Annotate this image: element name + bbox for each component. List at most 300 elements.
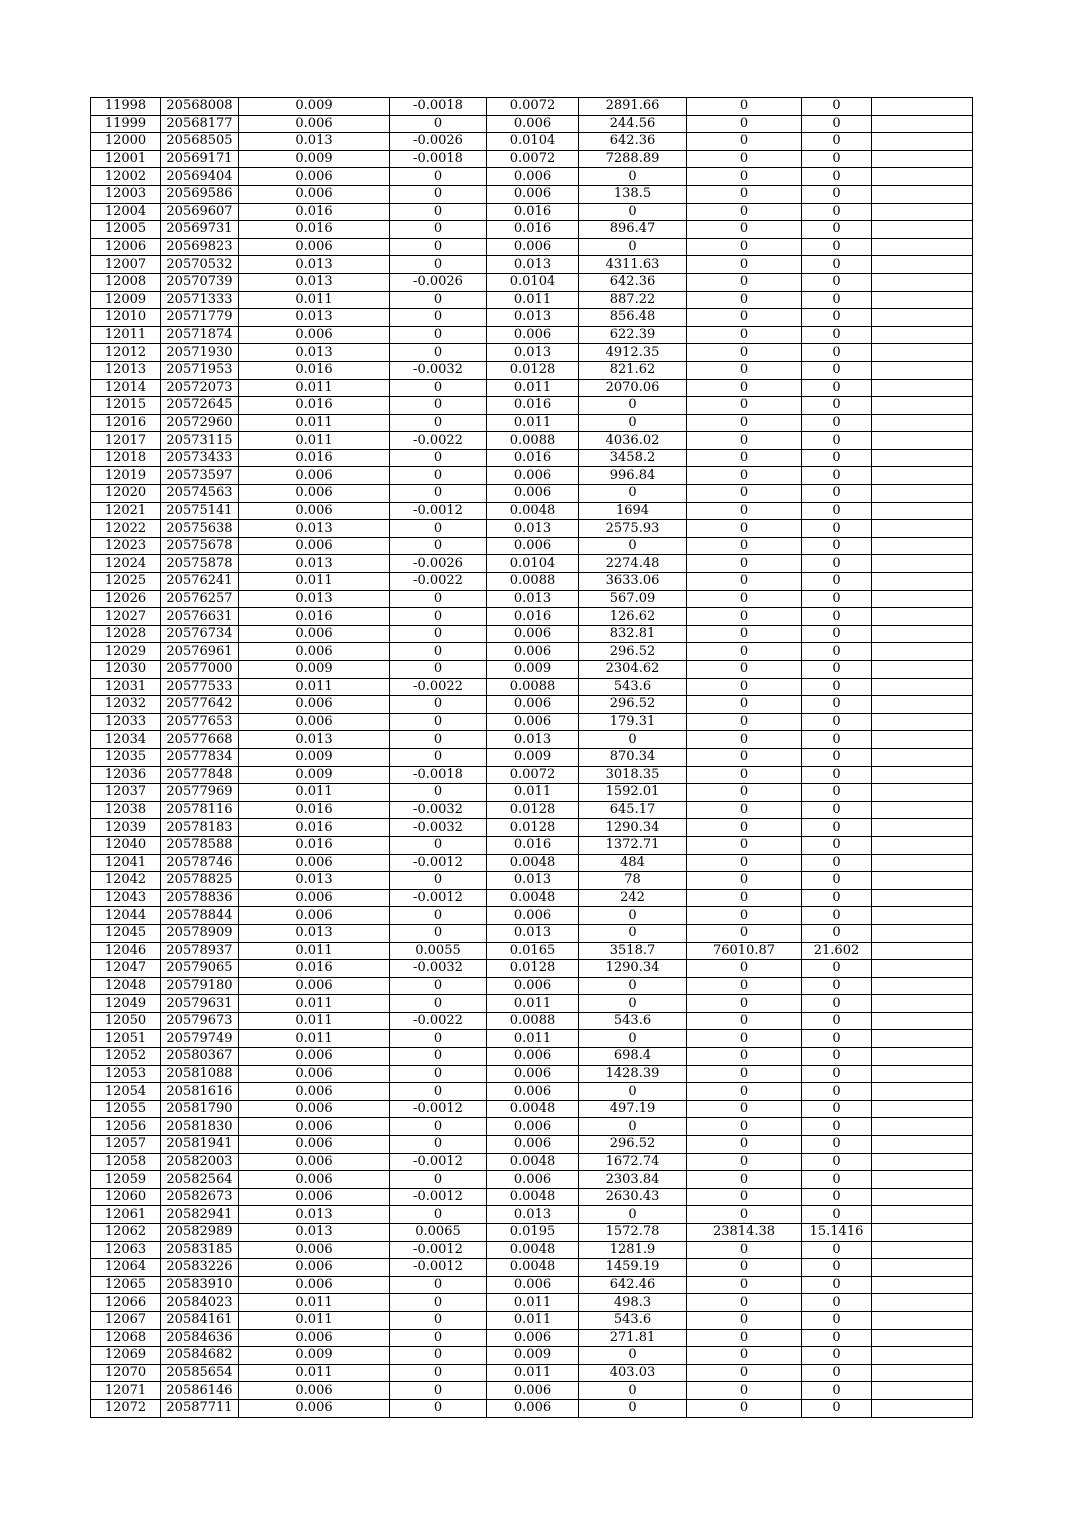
adjustment-cell: -0.0026 bbox=[390, 273, 487, 291]
rate-cell: 0.013 bbox=[239, 273, 390, 291]
amount-cell: 138.5 bbox=[579, 185, 687, 203]
value-cell: 0 bbox=[687, 1118, 802, 1136]
adjustment-cell: 0 bbox=[390, 1136, 487, 1154]
row-number-cell: 12071 bbox=[91, 1382, 161, 1400]
row-number-cell: 12060 bbox=[91, 1188, 161, 1206]
value-cell: 0 bbox=[687, 1399, 802, 1417]
result-cell: 0 bbox=[802, 713, 872, 731]
table-row bbox=[91, 1311, 973, 1329]
value-cell: 0 bbox=[687, 678, 802, 696]
rate-cell: 0.011 bbox=[239, 414, 390, 432]
result-cell: 0 bbox=[802, 361, 872, 379]
table-row bbox=[91, 273, 973, 291]
net-rate-cell: 0.0128 bbox=[487, 960, 579, 978]
rate-cell: 0.013 bbox=[239, 309, 390, 327]
adjustment-cell: 0 bbox=[390, 449, 487, 467]
id-cell: 20578937 bbox=[161, 942, 239, 960]
table-row bbox=[91, 1118, 973, 1136]
result-cell: 0 bbox=[802, 1030, 872, 1048]
net-rate-cell: 0.0088 bbox=[487, 678, 579, 696]
net-rate-cell: 0.0088 bbox=[487, 1012, 579, 1030]
empty-cell bbox=[872, 731, 973, 749]
amount-cell: 3458.2 bbox=[579, 449, 687, 467]
id-cell: 20581830 bbox=[161, 1118, 239, 1136]
amount-cell: 870.34 bbox=[579, 748, 687, 766]
row-number-cell: 12064 bbox=[91, 1259, 161, 1277]
amount-cell: 1572.78 bbox=[579, 1224, 687, 1242]
adjustment-cell: 0 bbox=[390, 590, 487, 608]
rate-cell: 0.011 bbox=[239, 1364, 390, 1382]
result-cell: 0 bbox=[802, 1136, 872, 1154]
id-cell: 20584682 bbox=[161, 1347, 239, 1365]
id-cell: 20576734 bbox=[161, 625, 239, 643]
id-cell: 20573597 bbox=[161, 467, 239, 485]
empty-cell bbox=[872, 467, 973, 485]
empty-cell bbox=[872, 1241, 973, 1259]
table-row bbox=[91, 397, 973, 415]
net-rate-cell: 0.0195 bbox=[487, 1224, 579, 1242]
net-rate-cell: 0.0088 bbox=[487, 573, 579, 591]
table-row bbox=[91, 960, 973, 978]
empty-cell bbox=[872, 344, 973, 362]
empty-cell bbox=[872, 590, 973, 608]
result-cell: 0 bbox=[802, 344, 872, 362]
table-row bbox=[91, 1241, 973, 1259]
id-cell: 20569404 bbox=[161, 168, 239, 186]
value-cell: 0 bbox=[687, 115, 802, 133]
value-cell: 76010.87 bbox=[687, 942, 802, 960]
id-cell: 20572073 bbox=[161, 379, 239, 397]
id-cell: 20585654 bbox=[161, 1364, 239, 1382]
table-row bbox=[91, 537, 973, 555]
adjustment-cell: 0 bbox=[390, 1294, 487, 1312]
result-cell: 0 bbox=[802, 485, 872, 503]
net-rate-cell: 0.011 bbox=[487, 1030, 579, 1048]
adjustment-cell: 0 bbox=[390, 185, 487, 203]
row-number-cell: 12061 bbox=[91, 1206, 161, 1224]
net-rate-cell: 0.006 bbox=[487, 485, 579, 503]
rate-cell: 0.006 bbox=[239, 889, 390, 907]
adjustment-cell: 0 bbox=[390, 924, 487, 942]
net-rate-cell: 0.006 bbox=[487, 1171, 579, 1189]
empty-cell bbox=[872, 678, 973, 696]
rate-cell: 0.006 bbox=[239, 696, 390, 714]
result-cell: 0 bbox=[802, 731, 872, 749]
value-cell: 0 bbox=[687, 555, 802, 573]
value-cell: 0 bbox=[687, 273, 802, 291]
value-cell: 0 bbox=[687, 309, 802, 327]
empty-cell bbox=[872, 168, 973, 186]
table-row bbox=[91, 238, 973, 256]
adjustment-cell: -0.0026 bbox=[390, 133, 487, 151]
result-cell: 0 bbox=[802, 1311, 872, 1329]
amount-cell: 497.19 bbox=[579, 1100, 687, 1118]
rate-cell: 0.016 bbox=[239, 608, 390, 626]
value-cell: 0 bbox=[687, 713, 802, 731]
result-cell: 0 bbox=[802, 1188, 872, 1206]
result-cell: 0 bbox=[802, 625, 872, 643]
value-cell: 0 bbox=[687, 696, 802, 714]
empty-cell bbox=[872, 256, 973, 274]
empty-cell bbox=[872, 1276, 973, 1294]
adjustment-cell: 0 bbox=[390, 397, 487, 415]
value-cell: 0 bbox=[687, 1382, 802, 1400]
id-cell: 20575638 bbox=[161, 520, 239, 538]
table-row bbox=[91, 1276, 973, 1294]
table-row bbox=[91, 361, 973, 379]
table-row bbox=[91, 256, 973, 274]
amount-cell: 3018.35 bbox=[579, 766, 687, 784]
adjustment-cell: 0 bbox=[390, 537, 487, 555]
value-cell: 0 bbox=[687, 537, 802, 555]
empty-cell bbox=[872, 520, 973, 538]
value-cell: 0 bbox=[687, 467, 802, 485]
table-row bbox=[91, 221, 973, 239]
net-rate-cell: 0.009 bbox=[487, 748, 579, 766]
empty-cell bbox=[872, 221, 973, 239]
adjustment-cell: 0 bbox=[390, 115, 487, 133]
rate-cell: 0.006 bbox=[239, 326, 390, 344]
result-cell: 0 bbox=[802, 1153, 872, 1171]
rate-cell: 0.006 bbox=[239, 168, 390, 186]
adjustment-cell: -0.0032 bbox=[390, 361, 487, 379]
amount-cell: 4311.63 bbox=[579, 256, 687, 274]
net-rate-cell: 0.006 bbox=[487, 713, 579, 731]
net-rate-cell: 0.006 bbox=[487, 467, 579, 485]
id-cell: 20574563 bbox=[161, 485, 239, 503]
net-rate-cell: 0.013 bbox=[487, 520, 579, 538]
rate-cell: 0.013 bbox=[239, 133, 390, 151]
row-number-cell: 12065 bbox=[91, 1276, 161, 1294]
table-row bbox=[91, 995, 973, 1013]
row-number-cell: 12072 bbox=[91, 1399, 161, 1417]
row-number-cell: 12033 bbox=[91, 713, 161, 731]
adjustment-cell: 0 bbox=[390, 414, 487, 432]
row-number-cell: 12027 bbox=[91, 608, 161, 626]
table-row bbox=[91, 801, 973, 819]
table-row bbox=[91, 1153, 973, 1171]
rate-cell: 0.006 bbox=[239, 1171, 390, 1189]
row-number-cell: 12054 bbox=[91, 1083, 161, 1101]
empty-cell bbox=[872, 801, 973, 819]
value-cell: 0 bbox=[687, 977, 802, 995]
value-cell: 0 bbox=[687, 185, 802, 203]
rate-cell: 0.006 bbox=[239, 537, 390, 555]
adjustment-cell: 0 bbox=[390, 643, 487, 661]
empty-cell bbox=[872, 1347, 973, 1365]
table-row bbox=[91, 661, 973, 679]
empty-cell bbox=[872, 661, 973, 679]
adjustment-cell: 0 bbox=[390, 168, 487, 186]
value-cell: 0 bbox=[687, 432, 802, 450]
adjustment-cell: 0 bbox=[390, 238, 487, 256]
result-cell: 0 bbox=[802, 836, 872, 854]
amount-cell: 622.39 bbox=[579, 326, 687, 344]
rate-cell: 0.016 bbox=[239, 397, 390, 415]
id-cell: 20578183 bbox=[161, 819, 239, 837]
empty-cell bbox=[872, 361, 973, 379]
net-rate-cell: 0.006 bbox=[487, 1382, 579, 1400]
empty-cell bbox=[872, 836, 973, 854]
row-number-cell: 12019 bbox=[91, 467, 161, 485]
row-number-cell: 12028 bbox=[91, 625, 161, 643]
value-cell: 0 bbox=[687, 502, 802, 520]
result-cell: 0 bbox=[802, 1329, 872, 1347]
rate-cell: 0.006 bbox=[239, 854, 390, 872]
table-row bbox=[91, 1294, 973, 1312]
empty-cell bbox=[872, 1083, 973, 1101]
amount-cell: 0 bbox=[579, 537, 687, 555]
adjustment-cell: -0.0018 bbox=[390, 766, 487, 784]
amount-cell: 0 bbox=[579, 1083, 687, 1101]
table-row bbox=[91, 942, 973, 960]
result-cell: 0 bbox=[802, 133, 872, 151]
rate-cell: 0.006 bbox=[239, 643, 390, 661]
value-cell: 0 bbox=[687, 1136, 802, 1154]
id-cell: 20571874 bbox=[161, 326, 239, 344]
result-cell: 0 bbox=[802, 1276, 872, 1294]
rate-cell: 0.016 bbox=[239, 836, 390, 854]
adjustment-cell: 0 bbox=[390, 1206, 487, 1224]
table-row bbox=[91, 608, 973, 626]
adjustment-cell: 0 bbox=[390, 309, 487, 327]
empty-cell bbox=[872, 1153, 973, 1171]
rate-cell: 0.013 bbox=[239, 1206, 390, 1224]
net-rate-cell: 0.006 bbox=[487, 185, 579, 203]
amount-cell: 0 bbox=[579, 414, 687, 432]
value-cell: 0 bbox=[687, 819, 802, 837]
rate-cell: 0.006 bbox=[239, 1259, 390, 1277]
amount-cell: 1672.74 bbox=[579, 1153, 687, 1171]
adjustment-cell: 0 bbox=[390, 1382, 487, 1400]
adjustment-cell: 0 bbox=[390, 1347, 487, 1365]
table-row bbox=[91, 766, 973, 784]
net-rate-cell: 0.016 bbox=[487, 449, 579, 467]
amount-cell: 3518.7 bbox=[579, 942, 687, 960]
adjustment-cell: 0 bbox=[390, 1311, 487, 1329]
adjustment-cell: -0.0012 bbox=[390, 1153, 487, 1171]
value-cell: 0 bbox=[687, 203, 802, 221]
table-row bbox=[91, 1206, 973, 1224]
empty-cell bbox=[872, 854, 973, 872]
rate-cell: 0.011 bbox=[239, 573, 390, 591]
net-rate-cell: 0.0048 bbox=[487, 889, 579, 907]
net-rate-cell: 0.013 bbox=[487, 731, 579, 749]
result-cell: 0 bbox=[802, 1012, 872, 1030]
id-cell: 20573115 bbox=[161, 432, 239, 450]
result-cell: 0 bbox=[802, 1048, 872, 1066]
rate-cell: 0.009 bbox=[239, 661, 390, 679]
value-cell: 0 bbox=[687, 924, 802, 942]
adjustment-cell: -0.0026 bbox=[390, 555, 487, 573]
empty-cell bbox=[872, 150, 973, 168]
empty-cell bbox=[872, 1399, 973, 1417]
result-cell: 0 bbox=[802, 1294, 872, 1312]
amount-cell: 126.62 bbox=[579, 608, 687, 626]
adjustment-cell: -0.0022 bbox=[390, 1012, 487, 1030]
net-rate-cell: 0.0048 bbox=[487, 1188, 579, 1206]
result-cell: 0 bbox=[802, 801, 872, 819]
amount-cell: 4912.35 bbox=[579, 344, 687, 362]
table-row bbox=[91, 432, 973, 450]
row-number-cell: 12035 bbox=[91, 748, 161, 766]
row-number-cell: 12062 bbox=[91, 1224, 161, 1242]
result-cell: 0 bbox=[802, 520, 872, 538]
amount-cell: 0 bbox=[579, 1118, 687, 1136]
id-cell: 20580367 bbox=[161, 1048, 239, 1066]
adjustment-cell: 0 bbox=[390, 326, 487, 344]
rate-cell: 0.016 bbox=[239, 819, 390, 837]
amount-cell: 242 bbox=[579, 889, 687, 907]
row-number-cell: 12005 bbox=[91, 221, 161, 239]
value-cell: 0 bbox=[687, 1347, 802, 1365]
value-cell: 0 bbox=[687, 801, 802, 819]
result-cell: 0 bbox=[802, 995, 872, 1013]
net-rate-cell: 0.016 bbox=[487, 203, 579, 221]
row-number-cell: 12052 bbox=[91, 1048, 161, 1066]
row-number-cell: 12038 bbox=[91, 801, 161, 819]
rate-cell: 0.009 bbox=[239, 748, 390, 766]
amount-cell: 996.84 bbox=[579, 467, 687, 485]
net-rate-cell: 0.006 bbox=[487, 1329, 579, 1347]
id-cell: 20577533 bbox=[161, 678, 239, 696]
result-cell: 0 bbox=[802, 1241, 872, 1259]
net-rate-cell: 0.006 bbox=[487, 1276, 579, 1294]
id-cell: 20579065 bbox=[161, 960, 239, 978]
id-cell: 20579631 bbox=[161, 995, 239, 1013]
value-cell: 0 bbox=[687, 168, 802, 186]
rate-cell: 0.013 bbox=[239, 924, 390, 942]
table-row bbox=[91, 449, 973, 467]
adjustment-cell: 0 bbox=[390, 1171, 487, 1189]
adjustment-cell: -0.0012 bbox=[390, 889, 487, 907]
adjustment-cell: 0 bbox=[390, 379, 487, 397]
amount-cell: 244.56 bbox=[579, 115, 687, 133]
id-cell: 20581941 bbox=[161, 1136, 239, 1154]
empty-cell bbox=[872, 924, 973, 942]
row-number-cell: 12023 bbox=[91, 537, 161, 555]
value-cell: 0 bbox=[687, 98, 802, 116]
net-rate-cell: 0.006 bbox=[487, 168, 579, 186]
value-cell: 0 bbox=[687, 361, 802, 379]
empty-cell bbox=[872, 872, 973, 890]
table-row bbox=[91, 784, 973, 802]
net-rate-cell: 0.0072 bbox=[487, 150, 579, 168]
empty-cell bbox=[872, 713, 973, 731]
amount-cell: 296.52 bbox=[579, 1136, 687, 1154]
adjustment-cell: 0 bbox=[390, 291, 487, 309]
result-cell: 0 bbox=[802, 1347, 872, 1365]
id-cell: 20577848 bbox=[161, 766, 239, 784]
result-cell: 0 bbox=[802, 590, 872, 608]
amount-cell: 1290.34 bbox=[579, 819, 687, 837]
empty-cell bbox=[872, 309, 973, 327]
empty-cell bbox=[872, 942, 973, 960]
empty-cell bbox=[872, 608, 973, 626]
value-cell: 0 bbox=[687, 1100, 802, 1118]
net-rate-cell: 0.006 bbox=[487, 326, 579, 344]
table-row bbox=[91, 1083, 973, 1101]
amount-cell: 821.62 bbox=[579, 361, 687, 379]
rate-cell: 0.013 bbox=[239, 1224, 390, 1242]
amount-cell: 856.48 bbox=[579, 309, 687, 327]
table-row bbox=[91, 1259, 973, 1277]
value-cell: 0 bbox=[687, 397, 802, 415]
row-number-cell: 12043 bbox=[91, 889, 161, 907]
table-row bbox=[91, 1364, 973, 1382]
id-cell: 20583226 bbox=[161, 1259, 239, 1277]
row-number-cell: 12009 bbox=[91, 291, 161, 309]
table-row bbox=[91, 467, 973, 485]
table-row bbox=[91, 977, 973, 995]
adjustment-cell: 0.0055 bbox=[390, 942, 487, 960]
row-number-cell: 12010 bbox=[91, 309, 161, 327]
net-rate-cell: 0.0048 bbox=[487, 1241, 579, 1259]
amount-cell: 896.47 bbox=[579, 221, 687, 239]
net-rate-cell: 0.006 bbox=[487, 1083, 579, 1101]
empty-cell bbox=[872, 977, 973, 995]
table-body bbox=[91, 98, 973, 1418]
rate-cell: 0.011 bbox=[239, 1294, 390, 1312]
adjustment-cell: -0.0012 bbox=[390, 1259, 487, 1277]
result-cell: 0 bbox=[802, 960, 872, 978]
id-cell: 20578588 bbox=[161, 836, 239, 854]
amount-cell: 1428.39 bbox=[579, 1065, 687, 1083]
result-cell: 0 bbox=[802, 291, 872, 309]
id-cell: 20571333 bbox=[161, 291, 239, 309]
rate-cell: 0.006 bbox=[239, 1241, 390, 1259]
empty-cell bbox=[872, 1329, 973, 1347]
table-row bbox=[91, 379, 973, 397]
row-number-cell: 12063 bbox=[91, 1241, 161, 1259]
result-cell: 0 bbox=[802, 1206, 872, 1224]
net-rate-cell: 0.006 bbox=[487, 238, 579, 256]
id-cell: 20582003 bbox=[161, 1153, 239, 1171]
result-cell: 0 bbox=[802, 573, 872, 591]
value-cell: 0 bbox=[687, 449, 802, 467]
table-row bbox=[91, 889, 973, 907]
net-rate-cell: 0.006 bbox=[487, 1065, 579, 1083]
row-number-cell: 12030 bbox=[91, 661, 161, 679]
amount-cell: 0 bbox=[579, 977, 687, 995]
rate-cell: 0.011 bbox=[239, 379, 390, 397]
table-row bbox=[91, 643, 973, 661]
id-cell: 20575141 bbox=[161, 502, 239, 520]
rate-cell: 0.006 bbox=[239, 713, 390, 731]
adjustment-cell: 0 bbox=[390, 221, 487, 239]
net-rate-cell: 0.0104 bbox=[487, 555, 579, 573]
adjustment-cell: 0 bbox=[390, 625, 487, 643]
result-cell: 0 bbox=[802, 397, 872, 415]
amount-cell: 642.36 bbox=[579, 133, 687, 151]
amount-cell: 179.31 bbox=[579, 713, 687, 731]
id-cell: 20579749 bbox=[161, 1030, 239, 1048]
rate-cell: 0.006 bbox=[239, 1188, 390, 1206]
empty-cell bbox=[872, 449, 973, 467]
result-cell: 0 bbox=[802, 907, 872, 925]
amount-cell: 271.81 bbox=[579, 1329, 687, 1347]
value-cell: 0 bbox=[687, 1311, 802, 1329]
value-cell: 0 bbox=[687, 573, 802, 591]
table-row bbox=[91, 1065, 973, 1083]
result-cell: 0 bbox=[802, 1100, 872, 1118]
empty-cell bbox=[872, 907, 973, 925]
rate-cell: 0.006 bbox=[239, 485, 390, 503]
amount-cell: 0 bbox=[579, 203, 687, 221]
amount-cell: 0 bbox=[579, 1382, 687, 1400]
table-row bbox=[91, 1329, 973, 1347]
net-rate-cell: 0.006 bbox=[487, 696, 579, 714]
